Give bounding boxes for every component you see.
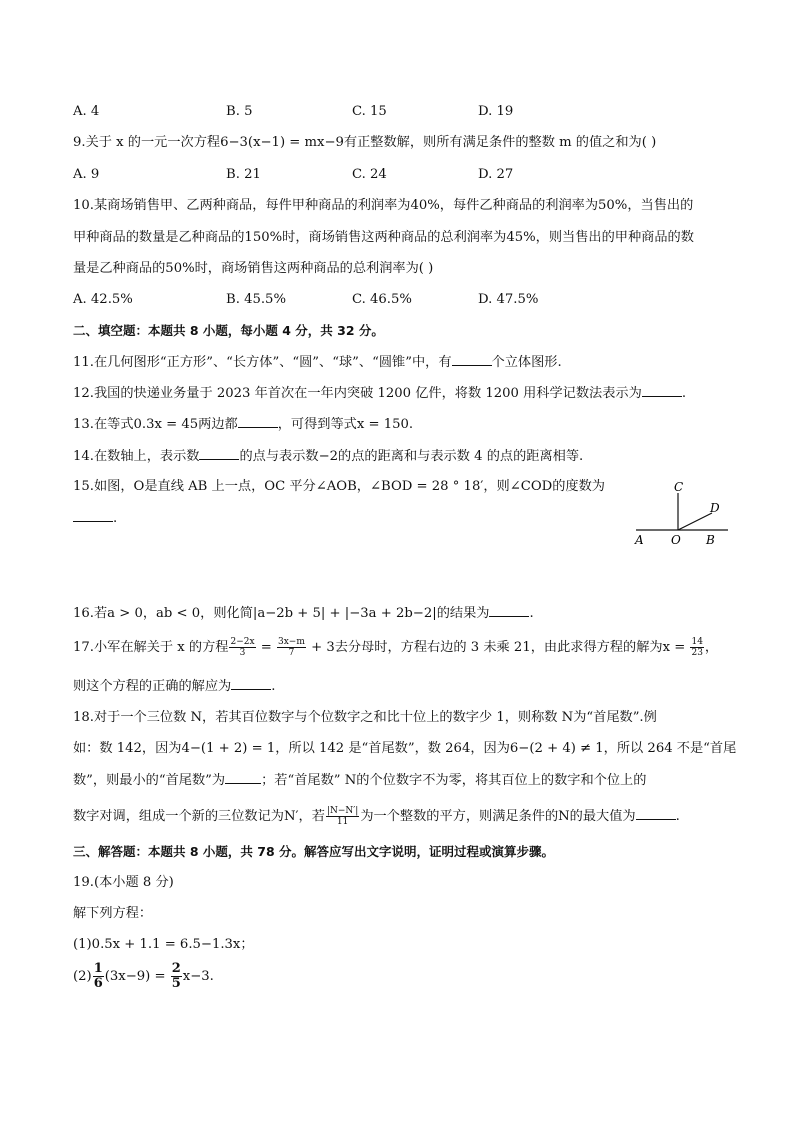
fraction-numerator: 2 (171, 961, 181, 976)
label-a: A (635, 533, 644, 547)
q18-answer-blank-1[interactable] (225, 771, 261, 784)
q17-text-end: ， (704, 640, 719, 655)
fraction-numerator: 2−2x (230, 637, 255, 647)
q11-answer-blank[interactable] (452, 353, 492, 366)
q18-line4-after: . (675, 809, 680, 824)
q9-option-c[interactable]: C. 24 (352, 167, 387, 182)
q13-question (73, 415, 724, 434)
q10-line-1: 10.某商场销售甲、乙两种商品，每件甲种商品的利润率为40%，每件乙种商品的利润率为50%，当售出的 (73, 198, 694, 213)
fraction-denominator: 6 (93, 976, 103, 991)
q9-question: 9.关于 x 的一元一次方程6−3(x−1) = mx−9有正整数解，则所有满足条件的整数 m 的值之和为( ) (73, 135, 657, 150)
q8-option-d[interactable]: D. 19 (478, 104, 514, 119)
q18-line3-after: ；若“首尾数” N的个位数字不为零，将其百位上的数字和个位上的 (261, 773, 647, 788)
label-b: B (706, 533, 715, 547)
q17-fraction-solution (690, 637, 703, 658)
q18-line-4 (73, 806, 724, 827)
q11-text-before: 11.在几何图形“正方形”、“长方体”、“圆”、“球”、“圆锥”中，有 (73, 355, 452, 370)
q16-answer-blank[interactable] (489, 604, 529, 617)
q12-text-after: . (681, 386, 687, 401)
q19-part2-end: x−3. (182, 969, 214, 984)
q17-fraction-left (229, 637, 255, 658)
q8-option-b[interactable]: B. 5 (226, 104, 253, 119)
q18-line-2: 如：数 142，因为4−(1 + 2) = 1，所以 142 是“首尾数”，数 264，因为6−(2 + 4) ≠ 1，所以 264 不是“首尾 (73, 741, 737, 756)
q10-option-c[interactable]: C. 46.5% (352, 292, 412, 307)
q19-fraction-2 (171, 962, 182, 991)
q17-line2-before: 则这个方程的正确的解应为 (73, 679, 232, 694)
q19-part2-prefix: (2) (73, 969, 92, 984)
q14-text-after: 的点与表示数−2的点的距离和与表示数 4 的点的距离相等. (239, 449, 584, 464)
q16-text-after: . (529, 606, 534, 621)
fraction-numerator: 14 (691, 637, 703, 647)
fraction-denominator: 23 (691, 648, 703, 658)
q9-option-d[interactable]: D. 27 (478, 167, 514, 182)
q16-question (73, 604, 724, 623)
q8-option-a[interactable]: A. 4 (73, 104, 100, 119)
q18-line-3 (73, 771, 724, 790)
q14-text-before: 14.在数轴上，表示数 (73, 449, 200, 464)
q13-text-before: 13.在等式0.3x = 45两边都 (73, 417, 238, 432)
q17-fraction-right (277, 637, 306, 658)
fraction-denominator: 7 (288, 648, 295, 658)
section-3-heading: 三、解答题：本题共 8 小题，共 78 分。解答应写出文字说明，证明过程或演算步骤。 (73, 844, 555, 859)
q17-question (73, 637, 724, 658)
q18-fraction (326, 806, 359, 827)
q19-part-1: (1)0.5x + 1.1 = 6.5−1.3x； (73, 937, 254, 952)
fraction-numerator: 3x−m (278, 637, 305, 647)
q17-answer-blank[interactable] (231, 677, 271, 690)
fraction-denominator: 5 (171, 976, 181, 991)
q18-answer-blank-2[interactable] (636, 807, 676, 820)
q17-line2-after: . (271, 679, 276, 694)
q15-answer-line (73, 509, 724, 528)
q18-line-1: 18.对于一个三位数 N，若其百位数字与个位数字之和比十位上的数字少 1，则称数 N为“首尾数”.例 (73, 710, 657, 725)
label-o: O (671, 533, 681, 547)
q10-line-2: 甲种商品的数量是乙种商品的150%时，商场销售这两种商品的总利润率为45%，则当售出的甲种商品的数 (73, 230, 694, 245)
q15-angle-figure (628, 475, 738, 547)
q8-option-c[interactable]: C. 15 (352, 104, 387, 119)
q14-answer-blank[interactable] (199, 447, 239, 460)
q13-answer-blank[interactable] (238, 415, 278, 428)
label-c: C (674, 480, 684, 494)
q12-question (73, 384, 724, 403)
q10-line-3: 量是乙种商品的50%时，商场销售这两种商品的总利润率为( ) (73, 261, 434, 276)
q11-question (73, 353, 724, 372)
q17-text-mid: + 3去分母时，方程右边的 3 未乘 21，由此求得方程的解为x = (306, 640, 690, 655)
q10-option-a[interactable]: A. 42.5% (73, 292, 133, 307)
q19-title: 19.(本小题 8 分) (73, 875, 174, 890)
q18-line4-mid: 为一个整数的平方，则满足条件的N的最大值为 (360, 809, 636, 824)
q15-answer-blank[interactable] (73, 509, 113, 522)
fraction-denominator: 3 (239, 648, 246, 658)
q19-intro: 解下列方程： (73, 906, 153, 921)
q17-equals: = (256, 640, 276, 655)
q18-line4-before: 数字对调，组成一个新的三位数记为N′，若 (73, 809, 325, 824)
q9-option-a[interactable]: A. 9 (73, 167, 100, 182)
q18-line3-before: 数”，则最小的“首尾数”为 (73, 773, 226, 788)
q14-question (73, 447, 724, 466)
fraction-numerator: |N−N′| (326, 806, 359, 816)
q11-text-after: 个立体图形. (491, 355, 562, 370)
q12-text-before: 12.我国的快递业务量于 2023 年首次在一年内突破 1200 亿件，将数 1200 用科学记数法表示为 (73, 386, 642, 401)
section-2-heading: 二、填空题：本题共 8 小题，每小题 4 分，共 32 分。 (73, 323, 384, 338)
ray-od (678, 513, 712, 530)
q15-text-after: . (113, 511, 118, 526)
label-d: D (710, 501, 720, 515)
q9-option-b[interactable]: B. 21 (226, 167, 261, 182)
fraction-numerator: 1 (93, 961, 103, 976)
q10-option-d[interactable]: D. 47.5% (478, 292, 539, 307)
q19-part-2 (73, 962, 724, 991)
q17-line-2 (73, 677, 724, 696)
q15-question: 15.如图，O是直线 AB 上一点，OC 平分∠AOB，∠BOD = 28 ° 18′，则∠COD的度数为 (73, 479, 605, 494)
q19-part2-mid: (3x−9) = (104, 969, 170, 984)
q13-text-after: ，可得到等式x = 150. (277, 417, 414, 432)
q12-answer-blank[interactable] (642, 384, 682, 397)
fraction-denominator: 11 (336, 817, 349, 827)
q19-fraction-1 (93, 962, 104, 991)
q10-option-b[interactable]: B. 45.5% (226, 292, 286, 307)
q17-text-before: 17.小军在解关于 x 的方程 (73, 640, 229, 655)
q16-text-before: 16.若a > 0，ab < 0，则化简|a−2b + 5| + |−3a + 2b−2|的结果为 (73, 606, 490, 621)
